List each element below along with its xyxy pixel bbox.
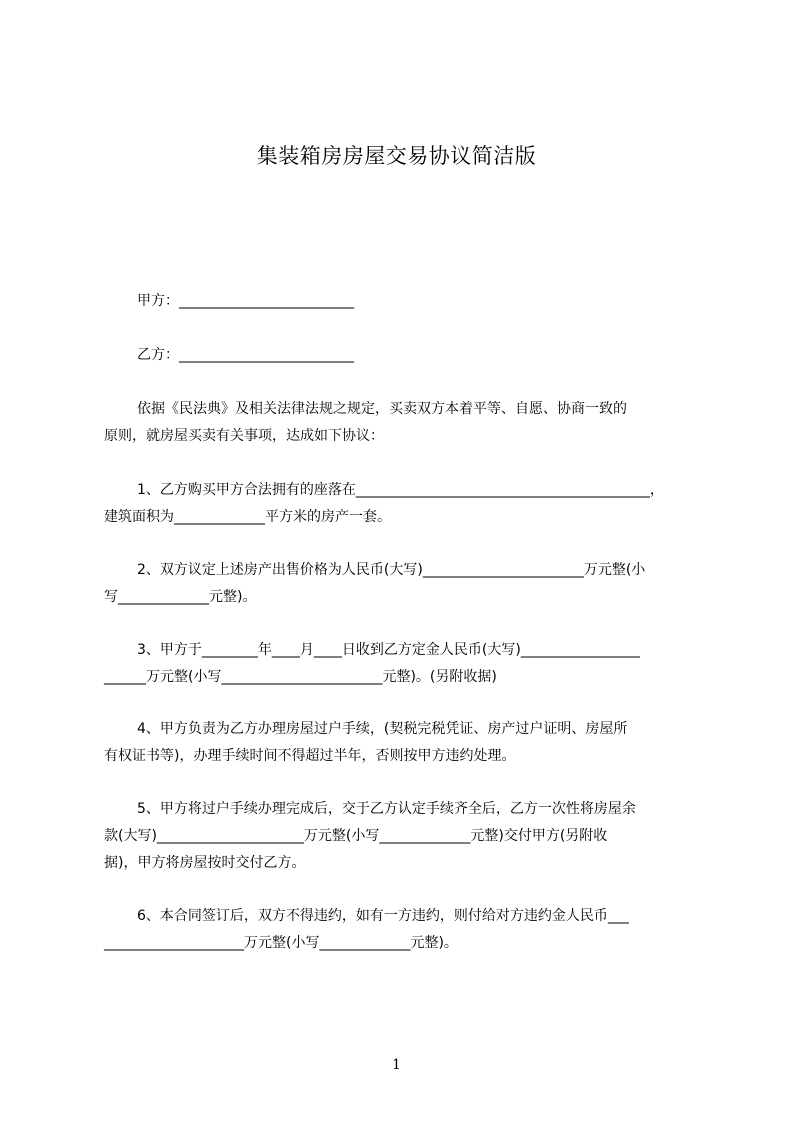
clause-5-line-1: 5、甲方将过户手续办理完成后，交于乙方认定手续齐全后，乙方一次性将房屋余 <box>137 801 636 817</box>
clause-6-line-1: 6、本合同签订后，双方不得违约，如有一方违约，则付给对方违约金人民币___ <box>137 908 629 924</box>
intro-line-1: 依据《民法典》及相关法律法规之规定，买卖双方本着平等、自愿、协商一致的 <box>137 401 627 417</box>
clause-3-line-2: ______万元整(小写_______________________元整)。(另附收据) <box>104 669 497 685</box>
clause-1-line-2: 建筑面积为_____________平方米的房产一套。 <box>104 509 391 525</box>
page-number: 1 <box>392 1057 401 1073</box>
party-a-line: 甲方：_________________________ <box>137 293 354 309</box>
clause-2-line-1: 2、双方议定上述房产出售价格为人民币(大写)_______________________万元整(小 <box>137 562 646 578</box>
clause-3-line-1: 3、甲方于________年____月____日收到乙方定金人民币(大写)_________________ <box>137 642 640 658</box>
clause-6-line-2: ____________________万元整(小写_____________元整)。 <box>104 935 458 951</box>
clause-4-line-1: 4、甲方负责为乙方办理房屋过户手续，(契税完税凭证、房产过户证明、房屋所 <box>137 721 628 737</box>
document-title: 集装箱房房屋交易协议简洁版 <box>256 144 537 168</box>
clause-1-line-1: 1、乙方购买甲方合法拥有的座落在__________________________________________， <box>137 482 664 498</box>
clause-5-line-2: 款(大写)_____________________万元整(小写_____________元整)交付甲方(另附收 <box>104 828 608 844</box>
clause-2-line-2: 写_____________元整)。 <box>104 589 257 605</box>
clause-5-line-3: 据)，甲方将房屋按时交付乙方。 <box>104 855 306 871</box>
party-b-line: 乙方：_________________________ <box>137 347 354 363</box>
clause-4-line-2: 有权证书等)，办理手续时间不得超过半年，否则按甲方违约处理。 <box>104 748 516 764</box>
intro-line-2: 原则，就房屋买卖有关事项，达成如下协议： <box>104 428 384 444</box>
